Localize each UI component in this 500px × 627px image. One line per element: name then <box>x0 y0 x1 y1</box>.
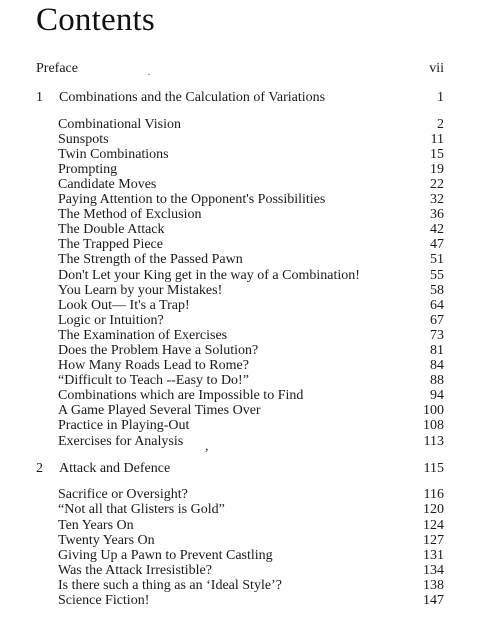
entry-title: Logic or Intuition? <box>58 312 164 328</box>
entry-title: Exercises for Analysis <box>58 433 184 449</box>
entry-title: You Learn by your Mistakes! <box>58 282 223 298</box>
entry-page: 42 <box>430 222 444 238</box>
entry-page: 11 <box>430 131 444 147</box>
toc-entry <box>36 592 444 609</box>
entry-title: How Many Roads Lead to Rome? <box>58 358 249 374</box>
entry-page: 108 <box>423 418 444 434</box>
entry-page: 124 <box>423 517 444 533</box>
entry-title: “Not all that Glisters is Gold” <box>58 502 225 518</box>
entry-title: Does the Problem Have a Solution? <box>58 343 259 359</box>
entry-page: 88 <box>430 373 444 389</box>
entry-title: Prompting <box>58 161 118 177</box>
toc-entry <box>36 433 444 450</box>
entry-title: A Game Played Several Times Over <box>58 403 261 419</box>
preface-title: Preface <box>36 61 78 76</box>
entry-title: Combinational Vision <box>58 116 181 132</box>
entry-page: 36 <box>430 207 444 223</box>
entry-title: Was the Attack Irresistible? <box>58 562 212 578</box>
entry-page: 116 <box>423 487 444 503</box>
entry-page: 147 <box>423 593 444 608</box>
chapter-title: Combinations and the Calculation of Variations <box>59 90 326 106</box>
entry-title: Twin Combinations <box>58 146 169 162</box>
entry-title: Paying Attention to the Opponent's Possibilities <box>58 192 326 208</box>
entry-page: 94 <box>430 388 444 404</box>
entry-page: 134 <box>423 562 444 578</box>
entry-page: 81 <box>430 343 444 359</box>
entry-title: Combinations which are Impossible to Find <box>58 388 304 404</box>
entry-page: 64 <box>430 297 444 313</box>
entry-title: Look Out— It's a Trap! <box>58 297 190 313</box>
scan-speck: , <box>205 439 209 455</box>
entry-title: The Double Attack <box>58 222 165 238</box>
entry-page: 84 <box>430 358 444 374</box>
entry-title: Candidate Moves <box>58 177 157 193</box>
entry-page: 19 <box>430 161 444 177</box>
entry-page: 32 <box>430 192 444 208</box>
entry-page: 113 <box>423 433 444 449</box>
entry-title: Practice in Playing-Out <box>58 418 190 434</box>
entry-page: 131 <box>423 547 444 563</box>
page-title: Contents <box>36 2 155 38</box>
entry-title: Ten Years On <box>58 517 134 533</box>
entry-title: The Strength of the Passed Pawn <box>58 252 243 268</box>
scan-speck: · <box>147 67 151 82</box>
entry-title: Sunspots <box>58 131 109 147</box>
entry-page: 22 <box>430 177 444 193</box>
entry-title: Sacrifice or Oversight? <box>58 487 188 503</box>
entry-page: 15 <box>430 146 444 162</box>
entry-page: 138 <box>423 577 444 593</box>
entry-page: 100 <box>423 403 444 419</box>
entry-page: 55 <box>430 267 444 283</box>
entry-title: Giving Up a Pawn to Prevent Castling <box>58 547 273 563</box>
chapter-number: 1 <box>36 90 43 106</box>
chapter-page: 1 <box>437 90 444 106</box>
entry-page: 120 <box>423 502 444 518</box>
chapter-page: 115 <box>423 460 444 476</box>
toc-preface <box>36 60 444 77</box>
entry-title: The Examination of Exercises <box>58 327 228 343</box>
toc-chapter <box>36 460 444 477</box>
entry-title: Don't Let your King get in the way of a Combination! <box>58 267 360 283</box>
chapter-title: Attack and Defence <box>59 460 171 476</box>
entry-page: 47 <box>430 237 444 253</box>
entry-page: 67 <box>430 312 444 328</box>
entry-page: 2 <box>437 116 444 132</box>
preface-page: vii <box>429 61 444 76</box>
chapter-number: 2 <box>36 460 43 476</box>
entry-title: Twenty Years On <box>58 532 155 548</box>
toc-chapter <box>36 89 444 106</box>
entry-title: “Difficult to Teach --Easy to Do!” <box>58 373 249 389</box>
entry-page: 51 <box>430 252 444 268</box>
entry-title: The Trapped Piece <box>58 237 163 253</box>
entry-title: The Method of Exclusion <box>58 207 202 223</box>
entry-page: 127 <box>423 532 444 548</box>
entry-title: Is there such a thing as an ‘Ideal Style’? <box>58 577 282 593</box>
entry-page: 58 <box>430 282 444 298</box>
entry-title: Science Fiction! <box>58 593 150 608</box>
entry-page: 73 <box>430 327 444 343</box>
